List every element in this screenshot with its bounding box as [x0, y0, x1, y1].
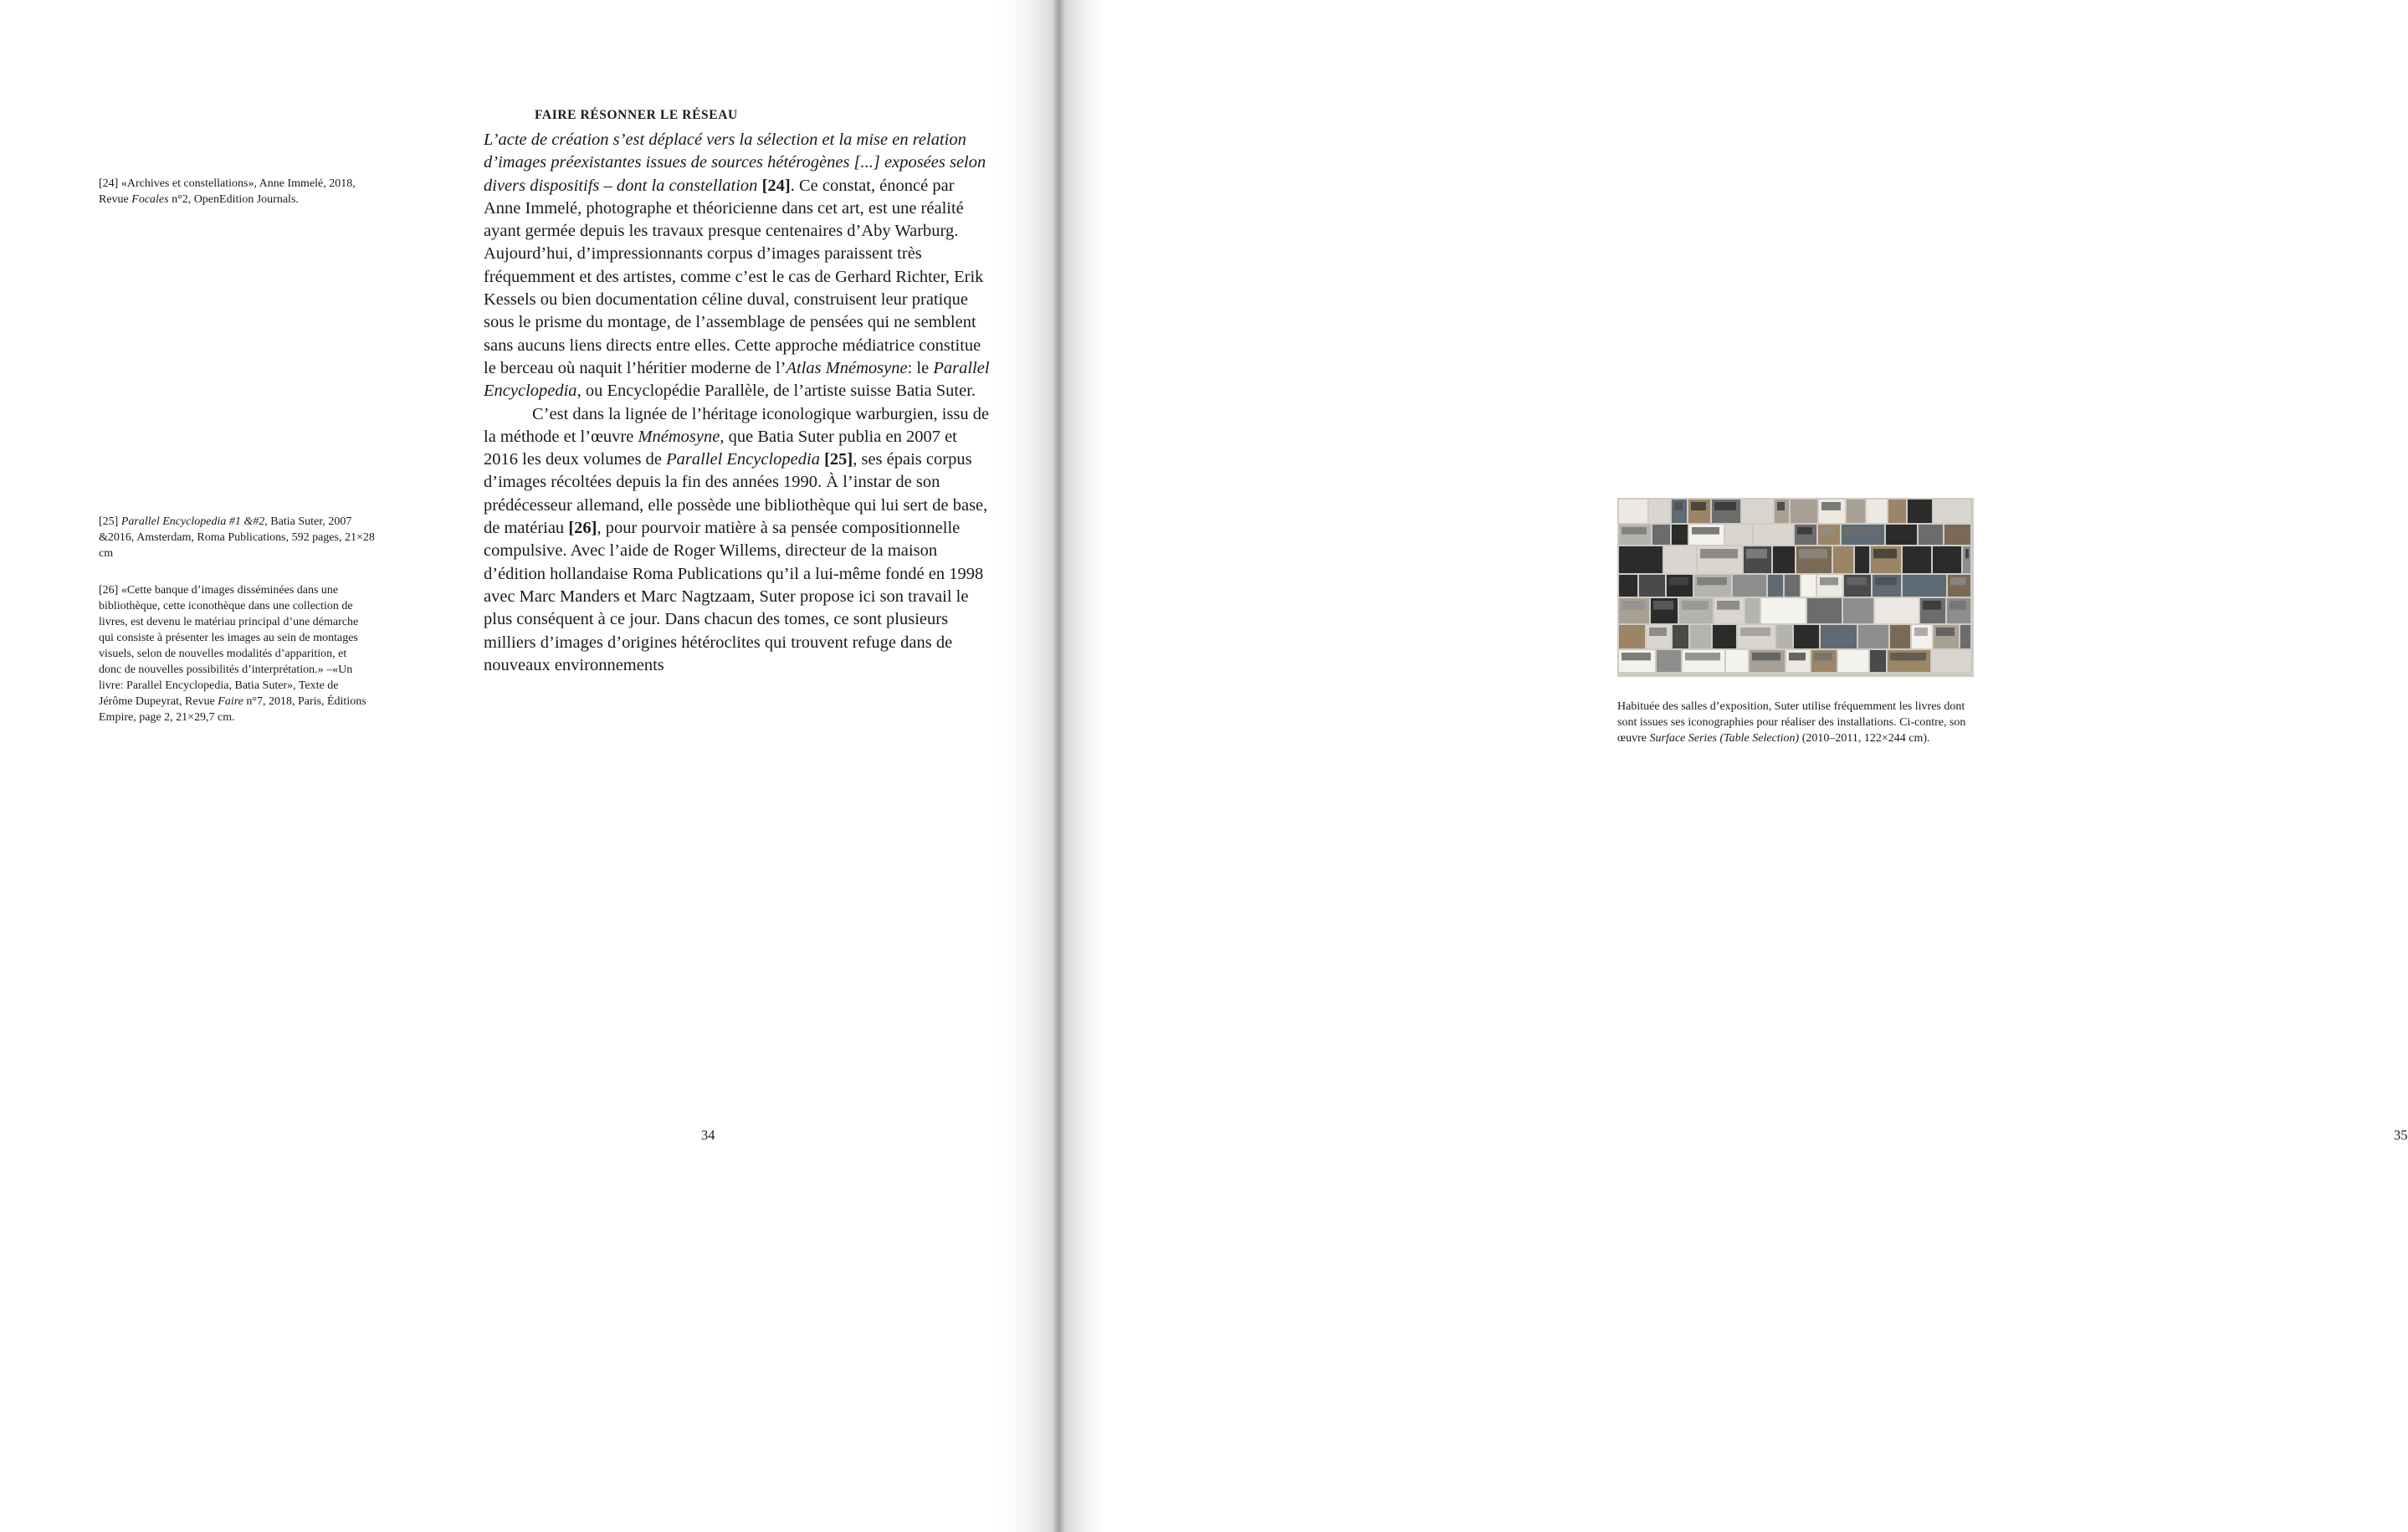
page-number-right: 35	[2394, 1127, 2408, 1143]
collage-tile	[1619, 625, 1645, 648]
collage-tile-detail	[1873, 549, 1897, 558]
collage-tile-detail	[1844, 527, 1880, 535]
collage-tile	[1903, 546, 1931, 573]
collage-tile-detail	[1752, 653, 1780, 660]
image-caption: Habituée des salles d’exposition, Suter utilise fréquemment les livres dont sont issues ses iconographies pour réaliser des installations. Ci-contre, son œuvre Surface Series (Table Selection) (2010–2011, 122×244 cm).	[1617, 700, 1966, 745]
footnote-24: [24] «Archives et constellations», Anne Immelé, 2018, Revue Focales n°2, OpenEdition Journals.	[99, 177, 356, 206]
collage-tile	[1754, 525, 1793, 545]
collage-tile	[1768, 575, 1783, 597]
collage-tile	[1807, 598, 1842, 623]
collage-tile-detail	[1875, 577, 1897, 585]
collage-tile	[1791, 500, 1817, 523]
section-heading: FAIRE RÉSONNER LE RÉSEAU	[535, 108, 738, 122]
collage-tile	[1725, 525, 1752, 545]
collage-tile	[1886, 525, 1917, 545]
collage-tile-detail	[1649, 628, 1667, 636]
footnote-marker: [24]	[99, 177, 119, 190]
collage-tile-detail	[1814, 653, 1832, 660]
collage-tile	[1794, 625, 1819, 648]
collage-tile	[1672, 525, 1688, 545]
collage-tile	[1733, 575, 1766, 597]
collage-tile	[1933, 546, 1961, 573]
collage-tile	[1726, 650, 1748, 672]
collage-tile-detail	[1965, 549, 1969, 558]
collage-tile-detail	[1847, 577, 1867, 585]
collage-tile	[1888, 500, 1906, 523]
collage-tile-detail	[1682, 601, 1709, 610]
collage-tile	[1843, 598, 1873, 623]
footnote-marker: [25]	[99, 515, 119, 528]
collage-tile	[1745, 598, 1760, 623]
collage-tile-detail	[1820, 577, 1838, 585]
collage-tile-detail	[1622, 601, 1645, 610]
collage-tile-detail	[1949, 601, 1966, 610]
collage-tile-detail	[1777, 502, 1785, 510]
collage-tile	[1838, 650, 1868, 672]
collage-tile	[1664, 546, 1696, 573]
footnote-25: [25] Parallel Encyclopedia #1 &#2, Batia Suter, 2007 &2016, Amsterdam, Roma Publications, 592 pages, 21×28 cm	[99, 515, 375, 560]
footnote-ref-26[interactable]: [26]	[568, 519, 597, 538]
collage-tile-detail	[1674, 502, 1683, 510]
image-collage	[1617, 498, 1974, 677]
collage-tile-detail	[1910, 502, 1928, 510]
page-number-left: 34	[701, 1127, 715, 1143]
collage-tile	[1932, 650, 1970, 672]
collage-tile-detail	[1622, 527, 1647, 535]
collage-tile	[1761, 598, 1806, 623]
collage-tile	[1776, 625, 1792, 648]
collage-tile	[1742, 500, 1773, 523]
collage-tile	[1801, 575, 1816, 597]
footnote-marker: [26]	[99, 584, 119, 597]
collage-tile	[1903, 575, 1946, 597]
collage-tile-detail	[1717, 601, 1739, 610]
right-page	[1037, 0, 2408, 1532]
collage-tile	[1652, 525, 1670, 545]
collage-tile-detail	[1936, 628, 1955, 636]
collage-tile-detail	[1914, 628, 1928, 636]
collage-tile-detail	[1923, 601, 1941, 610]
collage-tile-detail	[1692, 527, 1719, 535]
collage-tile	[1833, 546, 1853, 573]
collage-tile	[1619, 546, 1663, 573]
collage-tile-detail	[1622, 577, 1633, 585]
collage-tile	[1875, 598, 1919, 623]
footnote-ref-25[interactable]: [25]	[824, 450, 853, 469]
collage-tile-detail	[1669, 577, 1688, 585]
collage-tile-detail	[1700, 549, 1738, 558]
collage-tile	[1639, 575, 1665, 597]
collage-tile	[1858, 625, 1888, 648]
collage-tile-detail	[1685, 653, 1720, 660]
collage-tile-detail	[1697, 577, 1727, 585]
collage-tile	[1934, 500, 1970, 523]
collage-tile	[1690, 625, 1711, 648]
collage-tile	[1847, 500, 1865, 523]
collage-tile-detail	[1821, 502, 1841, 510]
collage-tile	[1785, 575, 1800, 597]
collage-tile	[1673, 625, 1688, 648]
footnote-ref-24[interactable]: [24]	[761, 176, 791, 195]
collage-tile-detail	[1890, 653, 1926, 660]
collage-tile-detail	[1821, 527, 1836, 535]
collage-tile	[1870, 650, 1886, 672]
collage-tile	[1713, 625, 1736, 648]
collage-tile	[1855, 546, 1869, 573]
footnote-26: [26] «Cette banque d’images disséminées dans une bibliothèque, cette iconothèque dans une collection de livres, est devenu le matériau principal d’une démarche qui consiste à présenter les images au sein de montages visuels, selon de nouvelles modalités d’apparition, et donc de nouvelles possibilités d’interprétation.» –«Un livre: Parallel Encyclopedia, Batia Suter», Texte de Jérôme Dupeyrat, Revue Faire n°7, 2018, Paris, Éditions Empire, page 2, 21×29,7 cm.	[99, 584, 366, 724]
collage-tile	[1944, 525, 1970, 545]
collage-tile-detail	[1797, 527, 1812, 535]
collage-tile	[1867, 500, 1887, 523]
collage-tile-detail	[1740, 628, 1770, 636]
collage-tile-detail	[1799, 549, 1827, 558]
collage-tile	[1773, 546, 1795, 573]
collage-tile-detail	[1653, 601, 1673, 610]
collage-tile-detail	[1714, 502, 1736, 510]
collage-tile	[1890, 625, 1910, 648]
body-text	[484, 129, 994, 677]
collage-tile-detail	[1789, 653, 1806, 660]
collage-tile	[1657, 650, 1681, 672]
left-page	[0, 0, 1037, 1532]
artwork-photo	[1617, 498, 1974, 677]
collage-tile	[1649, 500, 1670, 523]
collage-tile-detail	[1950, 577, 1966, 585]
collage-tile-detail	[1691, 502, 1706, 510]
collage-tile	[1821, 625, 1857, 648]
paragraph-1: L’acte de création s’est déplacé vers la sélection et la mise en relation d’images préexistantes issues de sources hétérogènes [...] exposées selon divers dispositifs – dont la constellation [24]. Ce constat, énoncé par Anne Immelé, photographe et théoricienne dans cet art, est une réalité ayant germée depuis les travaux presque centenaires d’Aby Warburg. Aujourd’hui, d’impressionnants corpus d’images paraissent très fréquemment et des artistes, comme c’est le cas de Gerhard Richter, Erik Kessels ou bien documentation céline duval, construisent leur pratique sous le prisme du montage, de l’assemblage de pensées qui ne semblent sans aucuns liens directs entre elles. Cette approche médiatrice constitue le berceau où naquit l’héritier moderne de l’Atlas Mnémosyne: le Parallel Encyclopedia, ou Encyclopédie Parallèle, de l’artiste suisse Batia Suter.	[484, 131, 990, 401]
collage-tile-detail	[1746, 549, 1767, 558]
collage-tile	[1960, 625, 1970, 648]
collage-tile-detail	[1622, 653, 1651, 660]
collage-tile	[1619, 500, 1647, 523]
collage-tile	[1919, 525, 1943, 545]
paragraph-2: C’est dans la lignée de l’héritage iconologique warburgien, issu de la méthode et l’œuvre Mnémosyne, que Batia Suter publia en 2007 et 2016 les deux volumes de Parallel Encyclopedia [25], ses épais corpus d’images récoltées depuis la fin des années 1990. À l’instar de son prédécesseur allemand, elle possède une bibliothèque qui lui sert de base, de matériau [26], pour pourvoir matière à sa pensée compositionnelle compulsive. Avec l’aide de Roger Willems, directeur de la maison d’édition hollandaise Roma Publications qu’il a lui-même fondé en 1998 avec Marc Manders et Marc Nagtzaam, Suter propose ici son travail le plus conséquent à ce jour. Dans chacun des tomes, ce sont plusieurs milliers d’images d’origines hétéroclites qui trouvent refuge dans de nouveaux environnements	[484, 404, 990, 674]
